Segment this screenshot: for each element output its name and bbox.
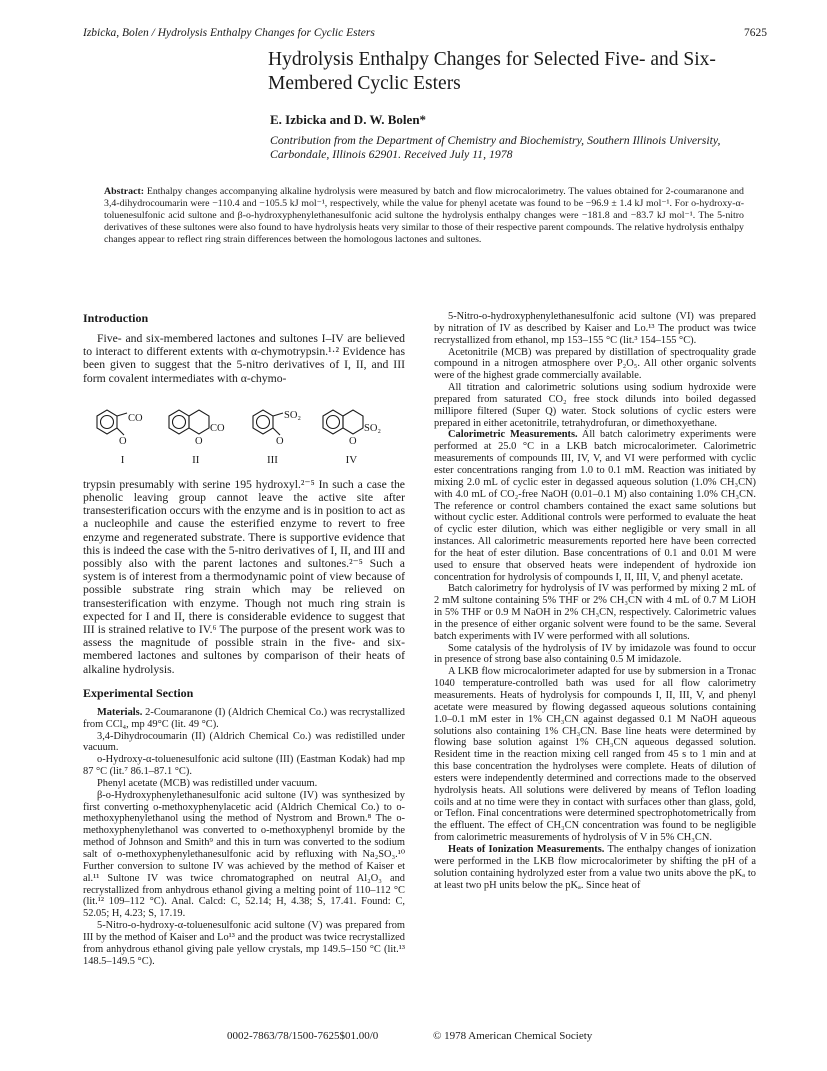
ring-oxygen-iv: O — [349, 435, 357, 447]
compound-label: II — [192, 453, 200, 466]
authors: E. Izbicka and D. W. Bolen* — [270, 112, 427, 127]
materials-paragraph-1 — [83, 707, 405, 731]
materials-paragraph-4: Phenyl acetate (MCB) was redistilled under vacuum. — [97, 777, 318, 789]
group-label-iii: SO₂ — [284, 409, 302, 421]
affiliation — [270, 133, 740, 161]
compound-labels — [83, 454, 405, 466]
intro-paragraph-1: Five- and six-membered lactones and sultones I–IV are believed to interact to different extents with α-chymotrypsin.¹·² Evidence has been given to suggest that the 5-nitro derivatives of I, II, and III form covalent intermediates with α-chymo- — [83, 332, 405, 385]
compound-label: I — [120, 453, 125, 466]
right-paragraph-6: Some catalysis of the hydrolysis of IV by imidazole was found to occur in presence of strong base also containing 0.5 M imidazole. — [434, 642, 756, 666]
abstract — [104, 186, 744, 246]
introduction-heading: Introduction — [83, 311, 149, 325]
ionization-runin: Heats of Ionization Measurements. — [448, 843, 605, 855]
abstract-label: Abstract: — [104, 186, 145, 197]
footer-code: 0002-7863/78/1500-7625$01.00/0 — [227, 1030, 379, 1042]
chemical-structures-drawing — [83, 394, 405, 452]
experimental-heading: Experimental Section — [83, 685, 194, 700]
group-label-iv: SO₂ — [364, 422, 382, 434]
calorimetry-text: All batch calorimetry experiments were performed at 25.0 °C in a LKB batch microcalorimeter. Calorimetric measurements of compounds III, IV, V, and VI were performed with cyclic ester concentrations ranging from 1.0 to 0.1 mM. Reaction was initiated by mixing 2.0 mL of cyclic ester in degassed aqueous solution (1.0% CH₃CN) with 4.0 mL of CO₂-free NaOH (0.01–0.1 M) also containing 1.0% CH₃CN. The reference or control chambers contained the exact same solutions but without cyclic ester. Additional controls were performed to evaluate the heat of cyclic ester dilution, which was either negligible or very small in all instances. All calorimetric measurements reported here have been corrected for the heat of ester dilution. Base concentrations of 0.1 and 0.01 M were used to ensure that observed heats were independent of hydroxide ion concentration for hydrolysis of compounds I, II, III, V, and phenyl acetate. — [434, 429, 756, 583]
group-label-ii: CO — [210, 422, 225, 434]
affiliation-text: Contribution from the Department of Chemistry and Biochemistry, Southern Illinois University, Carbondale, Illinois 62901. — [270, 133, 721, 161]
left-column — [83, 311, 405, 967]
materials-runin: Materials. — [97, 706, 143, 718]
structure-scheme — [83, 394, 405, 452]
ring-oxygen-ii: O — [195, 435, 203, 447]
right-paragraph-2: Acetonitrile (MCB) was prepared by distillation of spectroquality grade compound in a nitrogen atmosphere over P₂O₅. All other organic solvents were of the highest grade commercially available. — [434, 346, 756, 382]
received-date: Received July 11, 1978 — [404, 147, 513, 161]
materials-paragraph-3: o-Hydroxy-α-toluenesulfonic acid sultone (III) (Eastman Kodak) had mp 87 °C (lit.⁷ 86.1–87.1 °C). — [83, 754, 405, 778]
compound-label: IV — [345, 453, 358, 466]
ionization-paragraph — [434, 844, 756, 891]
compound-label: III — [266, 453, 278, 466]
right-paragraph-5: Batch calorimetry for hydrolysis of IV was performed by mixing 2 mL of 2 mM sultone containing 5% THF or 2% CH₃CN with 4 mL of 0.7 M LiOH in 5% THF or 0.9 M NaOH in 2% CH₃CN, respectively. Calorimetric values in the presence of either organic solvent were found to be the same. Several batch experiments with IV were performed with all solutions. — [434, 583, 756, 642]
group-label-i: CO — [128, 412, 143, 424]
abstract-text: Enthalpy changes accompanying alkaline hydrolysis were measured by batch and flow microcalorimetry. The values obtained for 2-coumaranone and 3,4-dihydrocoumarin were −110.4 and −105.5 kJ mol⁻¹, respectively, while the value for phenyl acetate was found to be −96.9 ± 1.4 kJ mol⁻¹. For o-hydroxy-α-toluenesulfonic acid sultone and β-o-hydroxyphenylethanesulfonic acid sultone the hydrolysis enthalpy changes were −181.8 and −83.7 kJ mol⁻¹. The 5-nitro derivatives of these sultones were also found to have hydrolysis heats very similar to those of their respective parent compounds. The relative hydrolysis enthalpy changes appear to reflect ring strain differences between the homologous lactones and sultones. — [104, 186, 744, 245]
running-title: Izbicka, Bolen / Hydrolysis Enthalpy Changes for Cyclic Esters — [83, 27, 375, 39]
ring-oxygen-iii: O — [276, 435, 284, 447]
materials-paragraph-6: 5-Nitro-o-hydroxy-α-toluenesulfonic acid sultone (V) was prepared from III by the method of Kaiser and Lo¹³ and the product was twice recrystallized from anhydrous ethanol giving pale yellow crystals, mp 149.5–150 °C (lit.¹³ 148.5–149.5 °C). — [83, 920, 405, 967]
materials-text-1: 2-Coumaranone (I) (Aldrich Chemical Co.) was recrystallized from CCl₄, mp 49°C (lit. 49 °C). — [83, 706, 405, 730]
materials-paragraph-5: β-o-Hydroxyphenylethanesulfonic acid sultone (IV) was synthesized by first converting o-methoxyphenylacetic acid (Aldrich Chemical Co.) to o-methoxyphenylethanol using the method of Nystrom and Brown.⁸ The o-methoxyphenylethanol was converted to o-methoxyphenyl bromide by the method of Johnson and Smith⁹ and this in turn was converted to the sodium salt of o-methoxyphenylethanesulfonic acid by refluxing with Na₂SO₃.¹⁰ Further conversion to sultone IV was achieved by the method of Kaiser et al.¹¹ Sultone IV was twice chromatographed on neutral Al₂O₃ and recrystallized from anhydrous ethanol giving a melting point of 110–112 °C (lit.¹² 109–112 °C). Anal. Calcd: C, 52.14; H, 4.38; S, 17.41. Found: C, 52.05; H, 4.23; S, 17.19. — [83, 789, 405, 920]
calorimetry-runin: Calorimetric Measurements. — [448, 429, 578, 441]
right-paragraph-3: All titration and calorimetric solutions using sodium hydroxide were prepared from saturated CO₂ free stock dilunds into boiled degassed millipore filtered (Super Q) water. Stock solutions of cyclic esters were prepared in either acetonitrile, tetrahydrofuran, or dimethoxyethane. — [434, 382, 756, 429]
ionization-text: The enthalpy changes of ionization were performed in the LKB flow microcalorimeter by shifting the pH of a solution containing hydrolyzed ester from a value two units above the pKₐ to at least two pH units below the pKₐ. Since heat of — [434, 843, 756, 891]
calorimetry-paragraph — [434, 429, 756, 583]
materials-paragraph-2: 3,4-Dihydrocoumarin (II) (Aldrich Chemical Co.) was redistilled under vacuum. — [83, 730, 405, 754]
page-number: 7625 — [744, 27, 767, 39]
right-paragraph-1: 5-Nitro-o-hydroxyphenylethanesulfonic acid sultone (VI) was prepared by nitration of IV as described by Kaiser and Lo.¹³ The product was twice recrystallized from ethanol, mp 153–155 °C (lit.³ 154–155 °C). — [434, 311, 756, 346]
ring-oxygen-i: O — [119, 435, 127, 447]
right-column — [434, 311, 756, 891]
footer-copyright: © 1978 American Chemical Society — [433, 1030, 593, 1042]
right-paragraph-7: A LKB flow microcalorimeter adapted for use by submersion in a Tronac 1040 temperature-controlled bath was used for all flow calorimetry measurements. Heats of hydrolysis for compounds I, II, III, V, and phenyl acetate were measured by flowing degassed aqueous solutions containing 1.0–0.1 mM ester in 1% CH₃CN against degassed 0.1 M NaOH aqueous solutions also containing 1% CH₃CN. Base line heats were determined by flowing base solution against 1% CH₃CN aqueous degassed solution. Resident time in the reaction mixing cell ranged from 45 s to 1 min and at this base concentration the hydrolyses were complete. Heats of dilution of esters were independently determined and corrections made to the observed hydrolysis heats. All solutions were delivered by means of Teflon loading coils and at no time were they in contact with surfaces other than glass, gold, or Teflon. Final concentrations were determined spectrophotometrically from the effluent. The effect of CH₃CN concentration was found to be negligible from calorimetric measurements of hydrolysis of V in 5% CH₃CN. — [434, 666, 756, 844]
intro-paragraph-2: trypsin presumably with serine 195 hydroxyl.²⁻⁵ In such a case the phenolic leaving group cannot leave the active site after transesterification occurs with the enzyme and is in position to act as a nucleophile and cause the esterified enzyme to revert to free enzyme and regenerated substrate. There is supportive evidence that this is indeed the case with the 5-nitro derivatives of I, II, and III and possibly also with the parent lactones and sultones.²⁻⁵ Such a system is of interest from a thermodynamic point of view because of possible substrate ring strain which may be relieved on transesterification with enzyme. Though not much ring strain is expected for I and II, there is considerable evidence to suggest that III is strained relative to IV.⁶ The purpose of the present work was to assess the magnitude of possible strain in the five- and six-membered lactones and sultones by comparison of their heats of alkaline hydrolysis. — [83, 477, 405, 676]
article-title: Hydrolysis Enthalpy Changes for Selected Five- and Six-Membered Cyclic Esters — [268, 49, 716, 94]
